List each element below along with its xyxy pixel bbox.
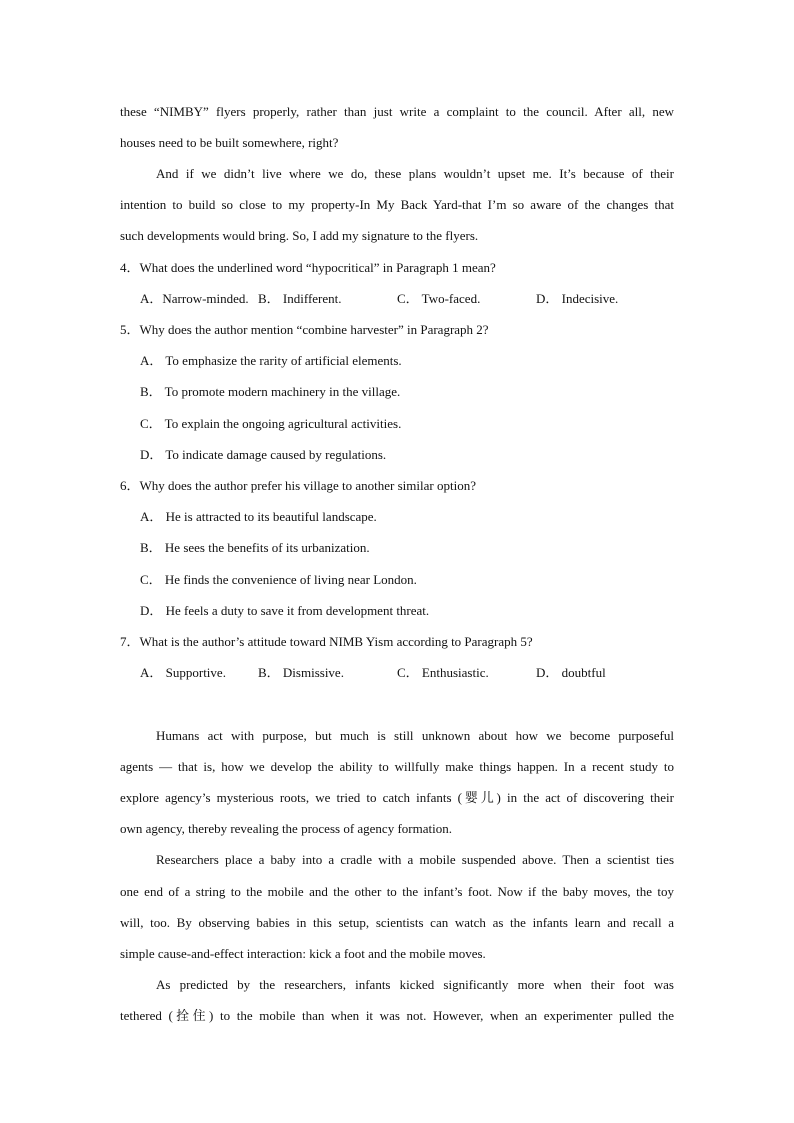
passage2-p2-line4: simple cause-and-effect interaction: kick a foot and the mobile moves. — [120, 946, 486, 961]
passage2-p1-line3: explore agency’s mysterious roots, we tried to catch infants (婴儿) in the act of discovering their — [120, 790, 674, 805]
question-6-option-b: B． He sees the benefits of its urbanization. — [140, 540, 370, 555]
passage2-p1-line1: Humans act with purpose, but much is still unknown about how we become purposeful — [156, 728, 674, 743]
passage1-p1-line2: houses need to be built somewhere, right? — [120, 135, 339, 150]
question-5-stem: 5．Why does the author mention “combine harvester” in Paragraph 2? — [120, 322, 489, 337]
passage2-p2-line3: will, too. By observing babies in this setup, scientists can watch as the infants learn and recall a — [120, 915, 674, 930]
passage1-p2-line3: such developments would bring. So, I add my signature to the flyers. — [120, 228, 479, 243]
question-6-stem: 6．Why does the author prefer his village to another similar option? — [120, 478, 476, 493]
question-5-option-a: A． To emphasize the rarity of artificial elements. — [140, 353, 402, 368]
question-6-option-a: A． He is attracted to its beautiful landscape. — [140, 509, 377, 524]
question-4-option-d: D． Indecisive. — [536, 291, 619, 306]
question-4-option-c: C． Two-faced. — [397, 291, 481, 306]
question-7-option-b: B． Dismissive. — [258, 665, 344, 680]
passage2-p3-line1: As predicted by the researchers, infants kicked significantly more when their foot was — [156, 977, 674, 992]
passage1-p2-line2: intention to build so close to my property-In My Back Yard-that I’m so aware of the changes that — [120, 197, 674, 212]
question-5-option-d: D． To indicate damage caused by regulations. — [140, 447, 387, 462]
passage2-p1-line2: agents — that is, how we develop the ability to willfully make things happen. In a recent study to — [120, 759, 674, 774]
passage2-p1-line4: own agency, thereby revealing the process of agency formation. — [120, 821, 452, 836]
question-7-option-c: C． Enthusiastic. — [397, 665, 489, 680]
passage2-p2-line1: Researchers place a baby into a cradle with a mobile suspended above. Then a scientist ties — [156, 852, 674, 867]
question-6-option-d: D． He feels a duty to save it from development threat. — [140, 603, 430, 618]
question-4-stem: 4．What does the underlined word “hypocritical” in Paragraph 1 mean? — [120, 260, 496, 275]
question-7-stem: 7．What is the author’s attitude toward NIMB Yism according to Paragraph 5? — [120, 634, 533, 649]
passage1-p2-line1: And if we didn’t live where we do, these plans wouldn’t upset me. It’s because of their — [156, 166, 674, 181]
passage1-p1-line1: these “NIMBY” flyers properly, rather than just write a complaint to the council. After all, new — [120, 104, 674, 119]
question-4-option-b: B． Indifferent. — [258, 291, 342, 306]
question-6-option-c: C． He finds the convenience of living near London. — [140, 572, 417, 587]
passage2-p3-line2: tethered (拴住) to the mobile than when it was not. However, when an experimenter pulled the — [120, 1008, 674, 1023]
passage2-p2-line2: one end of a string to the mobile and the other to the infant’s foot. Now if the baby moves, the toy — [120, 884, 674, 899]
question-7-option-a: A． Supportive. — [140, 665, 226, 680]
question-5-option-b: B． To promote modern machinery in the village. — [140, 384, 401, 399]
question-5-option-c: C． To explain the ongoing agricultural activities. — [140, 416, 402, 431]
question-7-option-d: D． doubtful — [536, 665, 606, 680]
question-4-option-a: A．Narrow-minded. — [140, 291, 249, 306]
